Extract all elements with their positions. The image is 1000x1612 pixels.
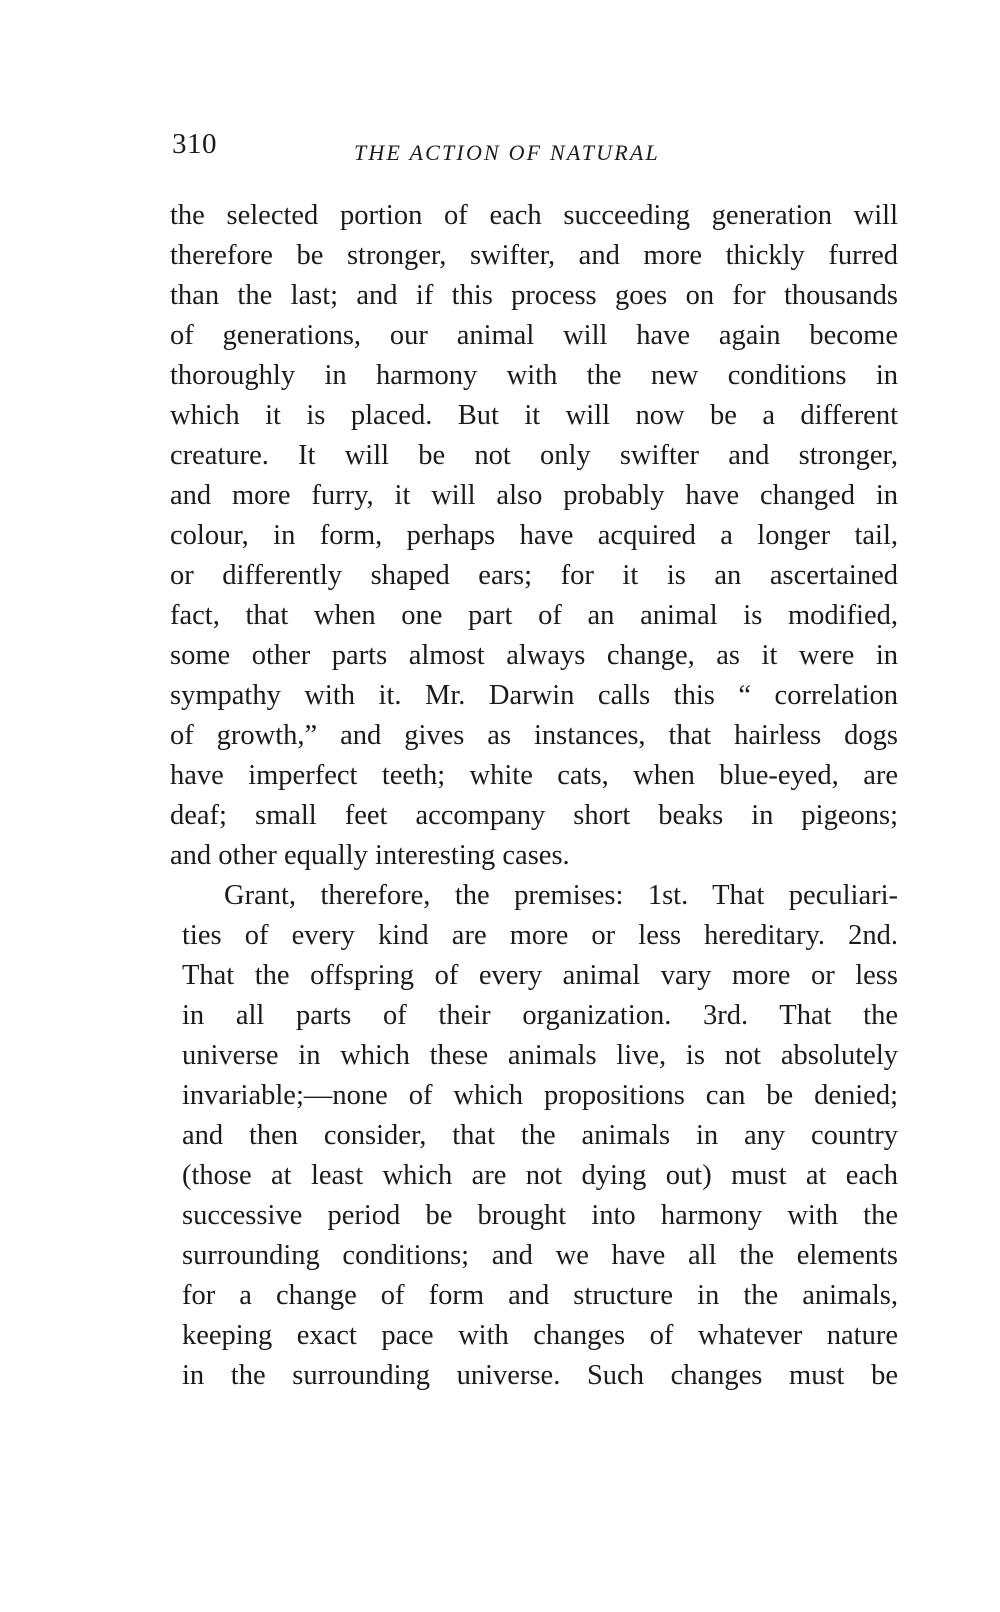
text-line: thoroughly in harmony with the new conditions in xyxy=(170,360,898,391)
text-line: therefore be stronger, swifter, and more thickly furred xyxy=(170,240,898,271)
running-title: THE ACTION OF NATURAL xyxy=(354,140,660,165)
text-line: and other equally interesting cases. xyxy=(170,840,570,871)
text-line: than the last; and if this process goes on for thousands xyxy=(170,280,898,311)
page-number: 310 xyxy=(172,128,217,160)
text-line: keeping exact pace with changes of whatever nature xyxy=(182,1320,898,1351)
text-line: successive period be brought into harmony with the xyxy=(182,1200,898,1231)
page-header xyxy=(172,128,892,168)
text-line: colour, in form, perhaps have acquired a longer tail, xyxy=(170,520,898,551)
text-line: That the offspring of every animal vary more or less xyxy=(182,960,898,991)
body-text xyxy=(170,196,898,1396)
text-line: deaf; small feet accompany short beaks in pigeons; xyxy=(170,800,898,831)
text-line: invariable;—none of which propositions can be denied; xyxy=(182,1080,898,1111)
text-line: (those at least which are not dying out) must at each xyxy=(182,1160,898,1191)
text-line: the selected portion of each succeeding generation will xyxy=(170,200,898,231)
text-line: fact, that when one part of an animal is modified, xyxy=(170,600,898,631)
text-line: have imperfect teeth; white cats, when blue-eyed, are xyxy=(170,760,898,791)
text-line: surrounding conditions; and we have all the elements xyxy=(182,1240,898,1271)
text-line: which it is placed. But it will now be a different xyxy=(170,400,898,431)
text-line: Grant, therefore, the premises: 1st. That peculiari- xyxy=(224,880,898,911)
text-line: of growth,” and gives as instances, that hairless dogs xyxy=(170,720,898,751)
text-line: some other parts almost always change, as it were in xyxy=(170,640,898,671)
text-line: and more furry, it will also probably have changed in xyxy=(170,480,898,511)
paragraph-2 xyxy=(182,876,898,1396)
text-line: creature. It will be not only swifter and stronger, xyxy=(170,440,898,471)
text-line: and then consider, that the animals in any country xyxy=(182,1120,898,1151)
text-line: in the surrounding universe. Such changes must be xyxy=(182,1360,898,1391)
text-line: universe in which these animals live, is not absolutely xyxy=(182,1040,898,1071)
text-line: sympathy with it. Mr. Darwin calls this “ correlation xyxy=(170,680,898,711)
text-line: of generations, our animal will have again become xyxy=(170,320,898,351)
text-line: for a change of form and structure in the animals, xyxy=(182,1280,898,1311)
text-line: or differently shaped ears; for it is an ascertained xyxy=(170,560,898,591)
text-line: in all parts of their organization. 3rd. That the xyxy=(182,1000,898,1031)
paragraph-1 xyxy=(170,196,898,876)
text-line: ties of every kind are more or less hereditary. 2nd. xyxy=(182,920,898,951)
